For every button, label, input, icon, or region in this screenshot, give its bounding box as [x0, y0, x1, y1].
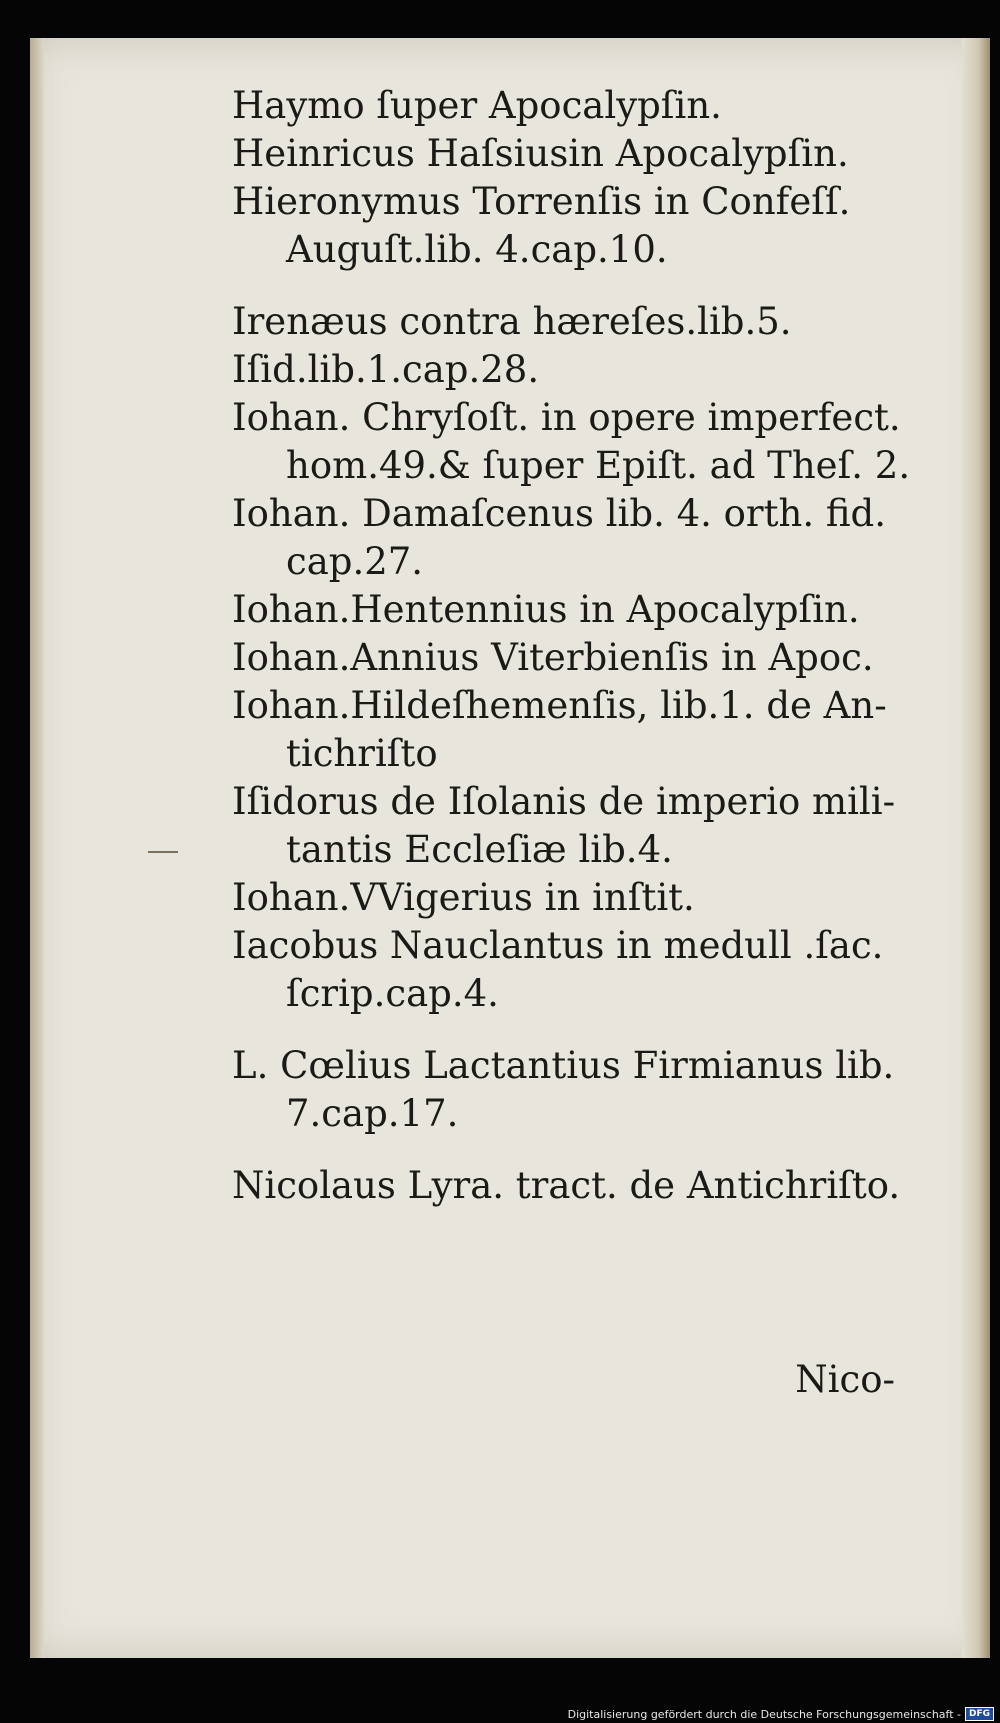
entry-annius: [232, 634, 922, 682]
entry-line: Iacobus Nauclantus in medull .ſac.: [232, 924, 884, 967]
entry-vigerius: [232, 874, 922, 922]
entry-irenaeus: [232, 298, 922, 346]
entry-haymo: [232, 82, 922, 130]
margin-pencil-mark: [148, 851, 178, 853]
entry-line: Nicolaus Lyra. tract. de Antichriſto.: [232, 1164, 901, 1207]
entry-line: Iohan.Annius Viterbienſis in Apoc.: [232, 636, 874, 679]
entry-hildeshemensis: [232, 682, 922, 778]
section-gap: [232, 1138, 922, 1162]
entry-continuation-line: tichriſto: [286, 732, 438, 775]
entry-continuation-line: 7.cap.17.: [286, 1092, 459, 1135]
entry-line: Iohan.Hentennius in Apocalypſin.: [232, 588, 860, 631]
entry-continuation-line: hom.49.& ſuper Epiſt. ad Theſ. 2.: [286, 444, 911, 487]
entry-continuation-line: tantis Eccleſiæ lib.4.: [286, 828, 673, 871]
entry-line: Iſid.lib.1.cap.28.: [232, 348, 540, 391]
entry-chrysostom: [232, 394, 922, 490]
entry-lactantius: [232, 1042, 922, 1138]
entry-lyra: [232, 1162, 922, 1210]
entry-line: Iſidorus de Iſolanis de imperio mili-: [232, 780, 896, 823]
section-gap: [232, 1018, 922, 1042]
entry-hentennius: [232, 586, 922, 634]
digitization-credit: [568, 1707, 994, 1721]
entry-line: Irenæus contra hæreſes.lib.5.: [232, 300, 792, 343]
entry-line: Iohan.Hildeſhemenſis, lib.1. de An-: [232, 684, 887, 727]
entry-nauclantus: [232, 922, 922, 1018]
catchword: Nico-: [795, 1358, 895, 1401]
entry-continuation-line: ſcrip.cap.4.: [286, 972, 499, 1015]
entry-line: Iohan.VVigerius in inſtit.: [232, 876, 695, 919]
entry-heinricus: [232, 130, 922, 178]
entry-hieronymus: [232, 178, 922, 274]
section-gap: [232, 274, 922, 298]
entry-continuation-line: cap.27.: [286, 540, 424, 583]
entry-line: Iohan. Chryſoſt. in opere imperfect.: [232, 396, 901, 439]
entry-line: Haymo ſuper Apocalypſin.: [232, 84, 722, 127]
entry-line: Iohan. Damaſcenus lib. 4. orth. fid.: [232, 492, 886, 535]
page-gutter-edge: [30, 38, 44, 1658]
bibliography-list: [232, 82, 922, 1210]
entry-isid: [232, 346, 922, 394]
entry-damascenus: [232, 490, 922, 586]
entry-continuation-line: Auguſt.lib. 4.cap.10.: [286, 228, 668, 271]
entry-isidorus: [232, 778, 922, 874]
entry-line: Heinricus Haſsiusin Apocalypſin.: [232, 132, 849, 175]
credit-text: Digitalisierung gefördert durch die Deutsche Forschungsgemeinschaft -: [567, 1707, 961, 1721]
entry-line: L. Cœlius Lactantius Firmianus lib.: [232, 1044, 895, 1087]
page-fore-edge: [962, 38, 990, 1658]
dfg-logo-icon: DFG: [965, 1707, 994, 1721]
entry-line: Hieronymus Torrenſis in Confeſſ.: [232, 180, 851, 223]
